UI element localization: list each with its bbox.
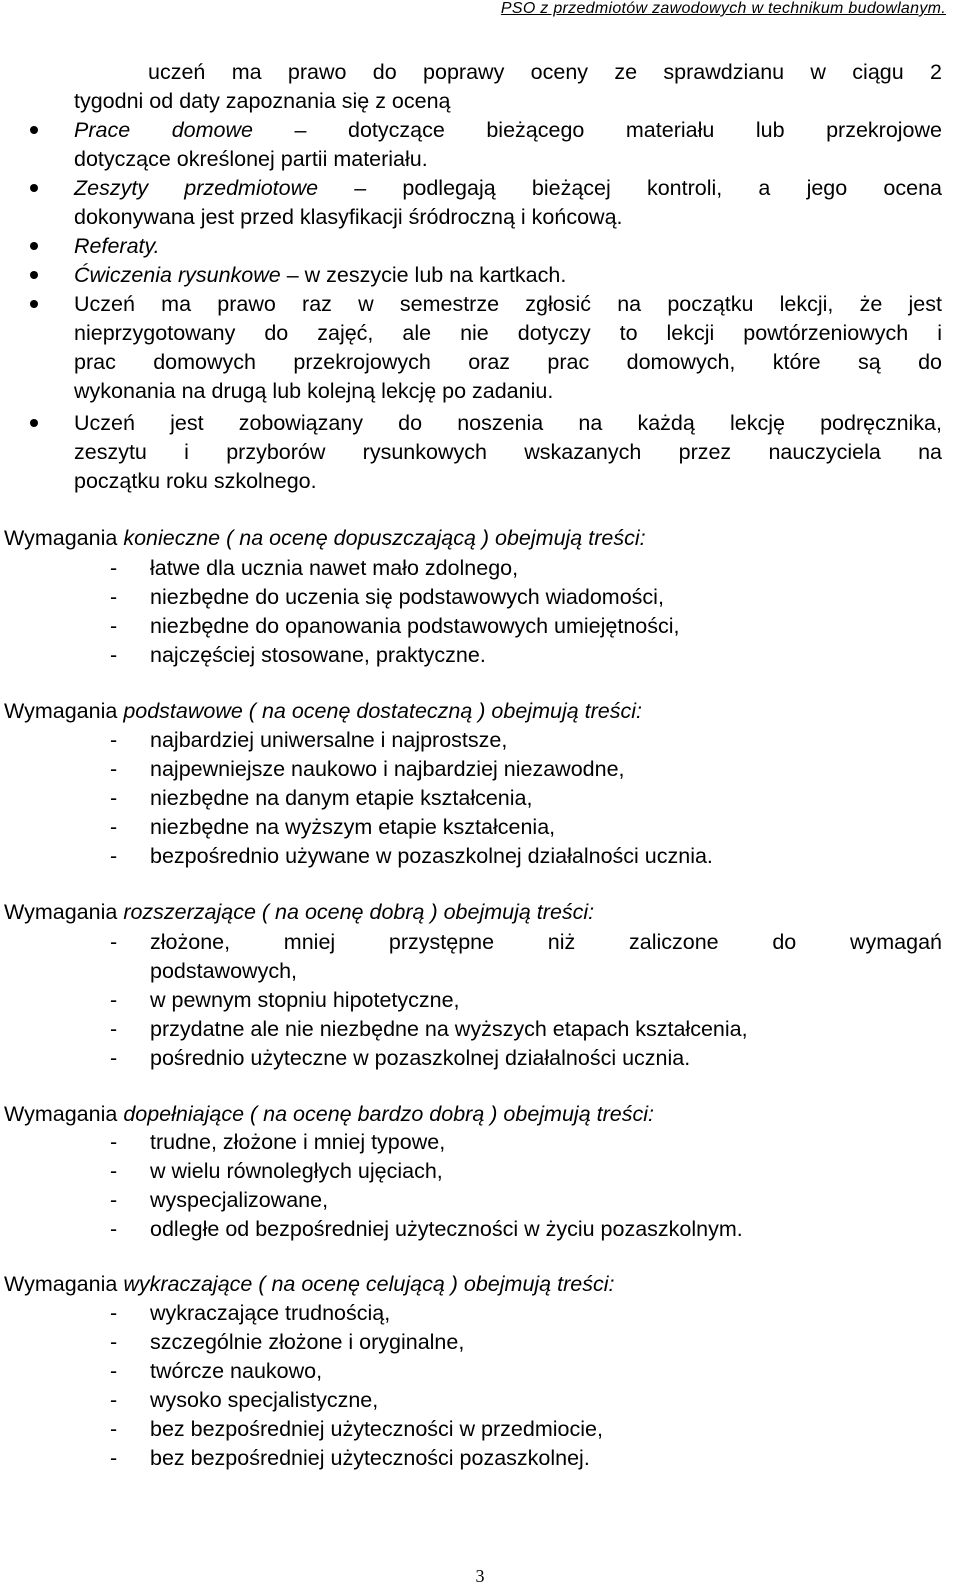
section-heading-complementary [4,1100,654,1129]
bullet-notebooks-line-2: dokonywana jest przed klasyfikacji śródroczną i końcową. [74,205,623,229]
section-heading-title: podstawowe ( na ocenę dostateczną ) obejmują treści: [123,699,642,723]
section-heading-necessary [4,524,646,553]
list-dash: - [110,1446,118,1470]
list-item: złożone, mniej przystępne niż zaliczone do wymagań [150,930,942,954]
list-item: szczególnie złożone i oryginalne, [150,1330,465,1354]
list-dash: - [110,1417,118,1441]
bullet-icon [30,271,38,279]
list-dash: - [110,1388,118,1412]
list-dash: - [110,757,118,781]
bullet-notebooks-text: – podlegają bieżącej kontroli, a jego ocena [318,176,942,200]
list-item: wysoko specjalistyczne, [150,1388,379,1412]
list-item: niezbędne do opanowania podstawowych umiejętności, [150,614,680,638]
list-dash: - [110,728,118,752]
list-dash: - [110,1017,118,1041]
section-heading-title: dopełniające ( na ocenę bardzo dobrą ) obejmują treści: [123,1102,654,1126]
list-dash: - [110,614,118,638]
list-item: najbardziej uniwersalne i najprostsze, [150,728,508,752]
list-dash: - [110,1130,118,1154]
list-item: trudne, złożone i mniej typowe, [150,1130,446,1154]
bullet-equipment-line-3: początku roku szkolnego. [74,469,317,493]
bullet-drawings-title: Ćwiczenia rysunkowe [74,263,281,287]
list-dash: - [110,1301,118,1325]
section-heading-lead: Wymagania [4,1102,124,1126]
list-item: w pewnym stopniu hipotetyczne, [150,988,460,1012]
list-item: bezpośrednio używane w pozaszkolnej działalności ucznia. [150,844,713,868]
bullet-notebooks-title: Zeszyty przedmiotowe [74,176,319,200]
list-item: pośrednio użyteczne w pozaszkolnej działalności ucznia. [150,1046,691,1070]
section-heading-lead: Wymagania [4,900,124,924]
section-heading-lead: Wymagania [4,1272,124,1296]
bullet-unprepared-line-3: prac domowych przekrojowych oraz prac domowych, które są do [74,350,942,374]
section-heading-lead: Wymagania [4,526,124,550]
bullet-homework [74,116,942,145]
bullet-icon [30,242,38,250]
list-item: niezbędne na wyższym etapie kształcenia, [150,815,556,839]
list-item: łatwe dla ucznia nawet mało zdolnego, [150,556,519,580]
list-dash: - [110,815,118,839]
list-dash: - [110,585,118,609]
bullet-unprepared-line-4: wykonania na drugą lub kolejną lekcję po zadaniu. [74,379,554,403]
list-dash: - [110,930,118,954]
list-item: przydatne ale nie niezbędne na wyższych etapach kształcenia, [150,1017,748,1041]
bullet-unprepared-line-2: nieprzygotowany do zajęć, ale nie dotyczy to lekcji powtórzeniowych i [74,321,942,345]
bullet-icon [30,419,38,427]
list-item-continuation: podstawowych, [150,959,297,983]
list-item: w wielu równoległych ujęciach, [150,1159,443,1183]
list-dash: - [110,1217,118,1241]
bullet-unprepared-line-1: Uczeń ma prawo raz w semestrze zgłosić na początku lekcji, że jest [74,292,942,316]
bullet-drawings-text: – w zeszycie lub na kartkach. [280,263,567,287]
list-item: niezbędne na danym etapie kształcenia, [150,786,533,810]
list-dash: - [110,556,118,580]
list-item: niezbędne do uczenia się podstawowych wiadomości, [150,585,664,609]
section-heading-basic [4,697,642,726]
list-item: odległe od bezpośredniej użyteczności w życiu pozaszkolnym. [150,1217,743,1241]
list-dash: - [110,786,118,810]
section-heading-exceeding [4,1270,614,1299]
section-heading-title: wykraczające ( na ocenę celującą ) obejmują treści: [123,1272,615,1296]
list-item: twórcze naukowo, [150,1359,323,1383]
bullet-icon [30,126,38,134]
page-number: 3 [475,1566,485,1586]
list-dash: - [110,1359,118,1383]
list-item: najczęściej stosowane, praktyczne. [150,643,486,667]
list-dash: - [110,844,118,868]
bullet-notebooks [74,174,942,203]
list-item: bez bezpośredniej użyteczności pozaszkolnej. [150,1446,590,1470]
bullet-reports: Referaty. [74,234,160,258]
bullet-continuation-line-1: uczeń ma prawo do poprawy oceny ze sprawdzianu w ciągu 2 [148,60,942,84]
list-dash: - [110,1159,118,1183]
list-dash: - [110,1188,118,1212]
section-heading-extended [4,898,594,927]
bullet-icon [30,184,38,192]
bullet-drawings [74,261,566,290]
list-dash: - [110,643,118,667]
bullet-homework-title: Prace domowe [74,118,253,142]
list-item: wyspecjalizowane, [150,1188,329,1212]
list-dash: - [110,988,118,1012]
bullet-continuation-line-2: tygodni od daty zapoznania się z oceną [74,89,451,113]
bullet-icon [30,300,38,308]
bullet-homework-line-2: dotyczące określonej partii materiału. [74,147,428,171]
list-item: wykraczające trudnością, [150,1301,391,1325]
page-header: PSO z przedmiotów zawodowych w technikum budowlanym. [500,0,946,17]
list-dash: - [110,1046,118,1070]
bullet-equipment-line-1: Uczeń jest zobowiązany do noszenia na każdą lekcję podręcznika, [74,411,942,435]
section-heading-title: rozszerzające ( na ocenę dobrą ) obejmują treści: [123,900,595,924]
bullet-homework-text: – dotyczące bieżącego materiału lub przekrojowe [252,118,942,142]
section-heading-lead: Wymagania [4,699,124,723]
bullet-equipment-line-2: zeszytu i przyborów rysunkowych wskazanych przez nauczyciela na [74,440,942,464]
list-item: bez bezpośredniej użyteczności w przedmiocie, [150,1417,603,1441]
section-heading-title: konieczne ( na ocenę dopuszczającą ) obejmują treści: [123,526,646,550]
list-dash: - [110,1330,118,1354]
list-item: najpewniejsze naukowo i najbardziej niezawodne, [150,757,625,781]
